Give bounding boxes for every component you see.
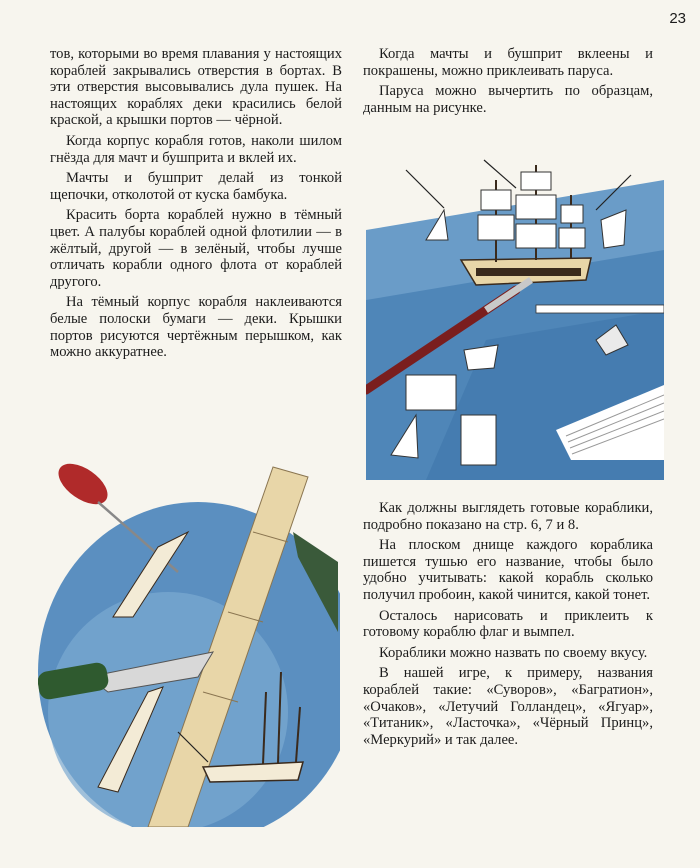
paragraph: Когда мачты и бушприт вклеены и покрашены, можно приклеивать паруса.	[363, 46, 653, 79]
right-column-bottom-text	[363, 500, 653, 752]
sails-illustration	[366, 140, 664, 480]
paragraph: Красить борта кораблей нужно в тёмный цвет. А палубы кораблей одной флотилии — в жёлтый, другой — в зелёный, чтобы лучше отличать корабли одного флота от кораблей другого.	[50, 207, 342, 290]
paragraph: Мачты и бушприт делай из тонкой щепочки, отколотой от куска бамбука.	[50, 170, 342, 203]
tools-illustration-drawing	[38, 462, 340, 827]
paragraph: На плоском днище каждого кораблика пишется тушью его название, чтобы было удобно учитывать: какой корабль сколько получил пробоин, какой чинится, какой тонет.	[363, 537, 653, 603]
paragraph: тов, которыми во время плавания у настоящих кораблей закрывались отверстия в бортах. В эти отверстия высовывались дула пушек. На настоящих кораблях деки красились белой краской, а крышки портов — чёрной.	[50, 46, 342, 129]
right-column-top-text	[363, 46, 653, 120]
sails-illustration-drawing	[366, 140, 664, 480]
left-column-text	[50, 46, 342, 365]
paragraph: Осталось нарисовать и приклеить к готовому кораблю флаг и вымпел.	[363, 607, 653, 641]
paragraph: Когда корпус корабля готов, наколи шилом гнёзда для мачт и бушприта и вклей их.	[50, 132, 342, 166]
paragraph: Паруса можно вычертить по образцам, данным на рисунке.	[363, 83, 653, 116]
tools-illustration	[38, 462, 340, 827]
paragraph: Как должны выглядеть готовые кораблики, подробно показано на стр. 6, 7 и 8.	[363, 500, 653, 533]
paragraph: На тёмный корпус корабля наклеиваются белые полоски бумаги — деки. Крышки портов рисуются чертёжным перышком, как можно аккуратнее.	[50, 294, 342, 361]
paragraph: В нашей игре, к примеру, названия кораблей такие: «Суворов», «Багратион», «Очаков», «Летучий Голландец», «Ягуар», «Титаник», «Ласточка», «Чёрный Принц», «Меркурий» и так далее.	[363, 665, 653, 748]
paragraph: Кораблики можно назвать по своему вкусу.	[379, 644, 648, 661]
page-number: 23	[669, 10, 686, 27]
